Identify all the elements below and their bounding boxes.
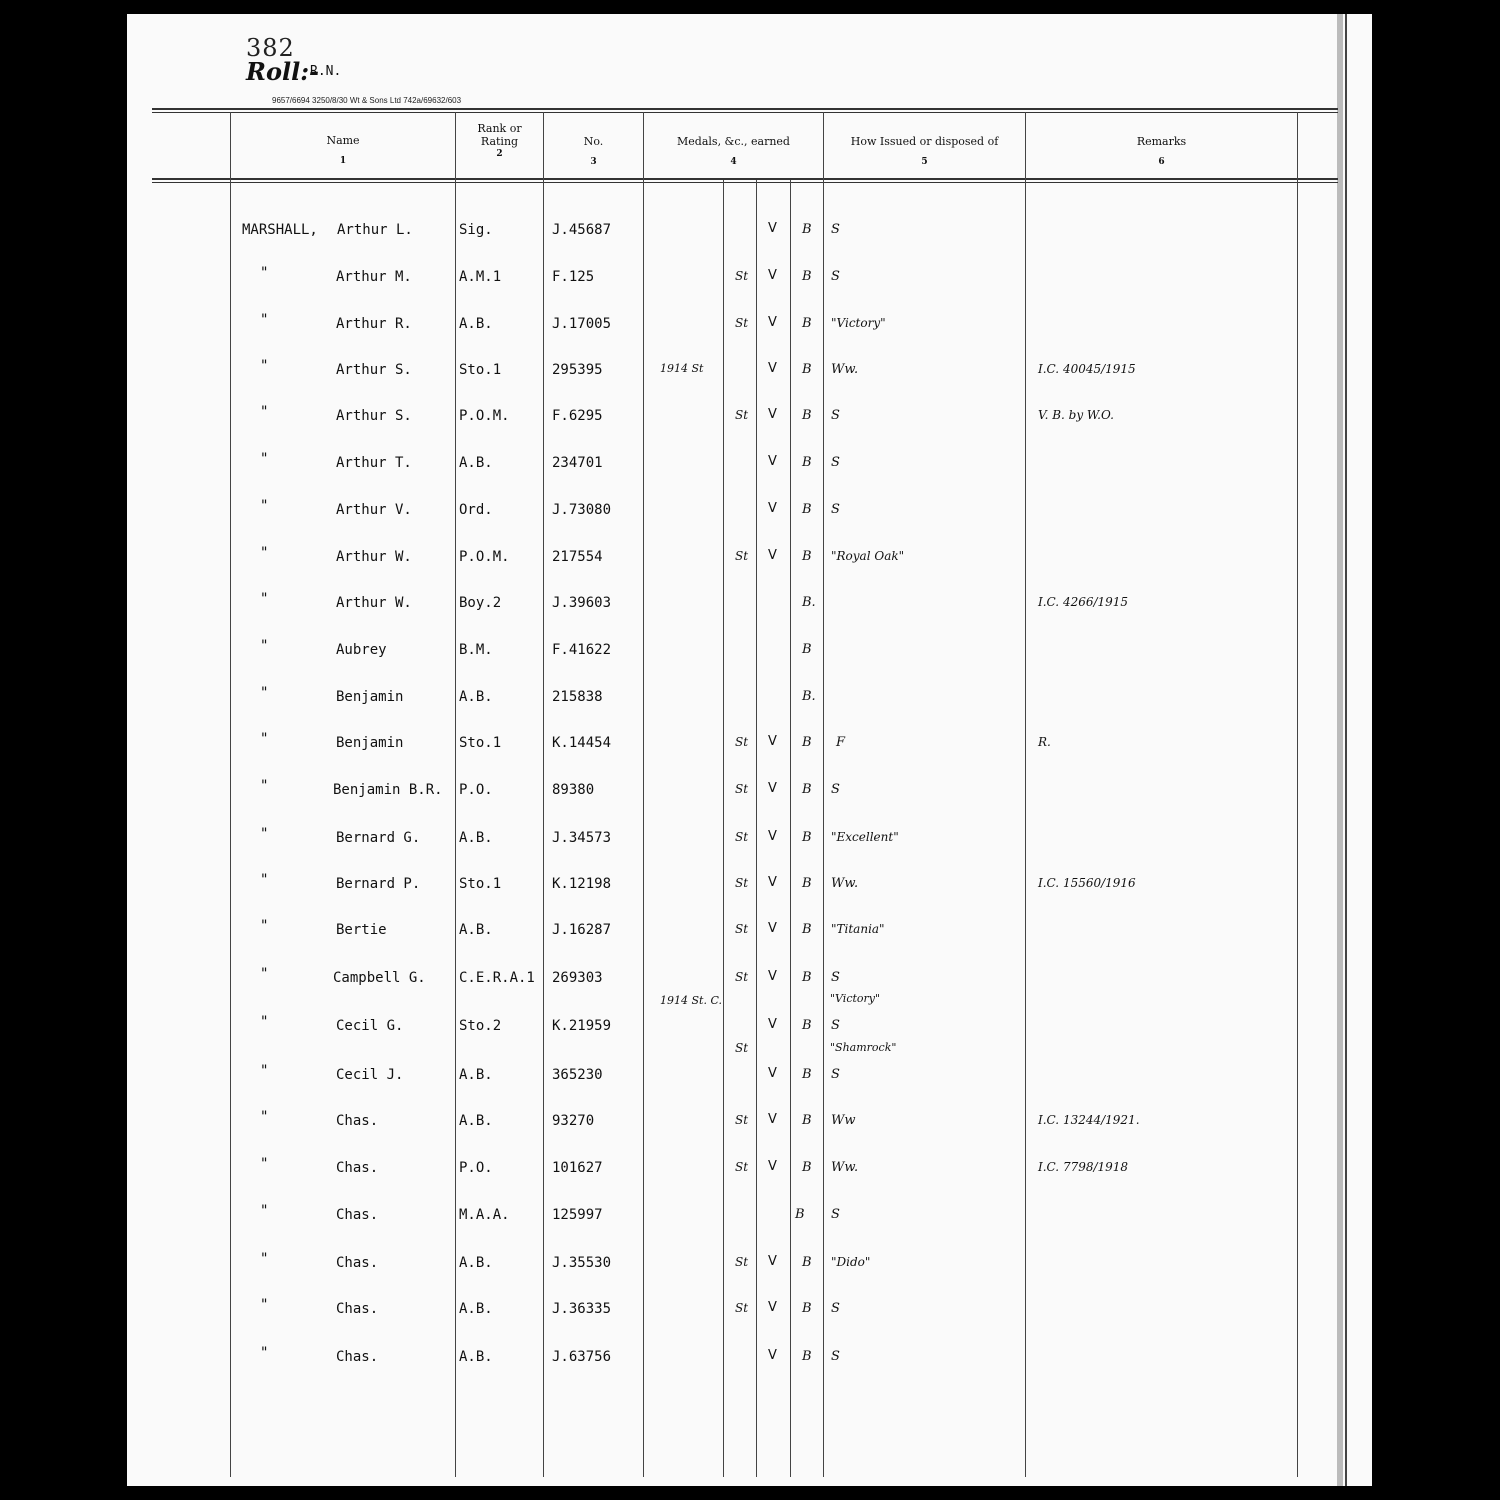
issued: S [831,1018,840,1033]
issued: S [831,222,840,237]
victory-tick: V [768,361,777,376]
header-remarks-title: Remarks [1136,135,1187,148]
bwm-mark: B [802,362,812,377]
forename: Arthur S. [336,408,412,424]
header-name-number: 1 [339,156,347,166]
rank: A.B. [459,922,493,938]
rank: A.B. [459,1113,493,1129]
header-rank [457,122,542,161]
rank: Sto.1 [459,876,502,892]
remark: R. [1038,735,1051,749]
issued: "Royal Oak" [831,549,905,563]
ditto-mark: " [260,778,269,794]
star: St [735,876,749,890]
star: St [735,735,749,749]
issued: "Excellent" [831,830,899,844]
remark: I.C. 40045/1915 [1038,362,1136,376]
service-number: J.63756 [552,1349,612,1365]
star: St [735,830,749,844]
ditto-mark: " [260,685,269,701]
col-rule-1 [455,112,456,1477]
forename: Benjamin [336,689,404,705]
victory-tick: V [768,921,777,936]
bwm-mark: B. [802,689,816,704]
rank: Sto.1 [459,362,502,378]
bwm-mark: B [802,222,812,237]
remark: I.C. 4266/1915 [1038,595,1129,609]
service-number: J.73080 [552,502,612,518]
bwm-mark: B [802,876,812,891]
col-rule-2 [543,112,544,1477]
scan-border-right [1372,0,1500,1500]
bwm-mark: B [802,1067,812,1082]
bwm-mark: B [802,1160,812,1175]
service-number: 269303 [552,970,603,986]
issued-above: "Victory" [830,992,881,1005]
victory-tick: V [768,1112,777,1127]
ditto-mark: " [260,1297,269,1313]
rank: Sto.1 [459,735,502,751]
bwm-mark: B [802,1349,812,1364]
issued: Ww. [831,876,859,891]
victory-tick: V [768,734,777,749]
star: St [735,1113,749,1127]
forename: Arthur R. [336,316,412,332]
ditto-mark: " [260,358,269,374]
service-number: F.125 [552,269,595,285]
forename: Bertie [336,922,387,938]
victory-tick: V [768,1066,777,1081]
bwm-mark: B [802,1255,812,1270]
roll-value: R.N. [310,64,342,79]
victory-tick: V [768,1300,777,1315]
ditto-mark: " [260,638,269,654]
ditto-mark: " [260,731,269,747]
ditto-mark: " [260,265,269,281]
ditto-mark: " [260,1014,269,1030]
col-rule-4b [756,180,757,1477]
victory-tick: V [768,221,777,236]
service-number: J.39603 [552,595,612,611]
header-medals-number: 4 [730,157,737,167]
col-rule-5 [1025,112,1026,1477]
issued: S [831,502,840,517]
forename: Bernard P. [336,876,421,892]
header-name [232,134,454,168]
victory-tick: V [768,875,777,890]
col-rule-4a [723,180,724,1477]
issued: S [831,1301,840,1316]
forename: Cecil G. [336,1018,404,1034]
forename: Arthur T. [336,455,412,471]
remark: I.C. 7798/1918 [1038,1160,1129,1174]
bwm-mark: B. [802,595,816,610]
scan-border-bottom [0,1486,1500,1500]
victory-tick: V [768,407,777,422]
bwm-mark: B [802,549,812,564]
star: St [735,922,749,936]
binding-edge-line [1345,14,1347,1486]
victory-tick: V [768,1254,777,1269]
forename: Arthur W. [336,549,412,565]
header-issued-title: How Issued or disposed of [850,135,999,148]
rank: C.E.R.A.1 [459,970,535,986]
rank: A.B. [459,1301,493,1317]
bwm-mark: B [802,408,812,423]
ditto-mark: " [260,872,269,888]
header-rank-title: Rank or Rating [477,122,522,148]
print-code: 9657/6694 3250/8/30 Wt & Sons Ltd 742a/69632/603 [272,96,462,105]
victory-tick: V [768,1159,777,1174]
service-number: 295395 [552,362,603,378]
page-number: 382 [246,34,295,62]
forename: Arthur W. [336,595,412,611]
header-remarks [1027,135,1296,169]
scan-border-left [0,0,127,1500]
victory-tick: V [768,454,777,469]
service-number: K.21959 [552,1018,612,1034]
forename: Arthur M. [336,269,412,285]
ditto-mark: " [260,1251,269,1267]
col-rule-3 [643,112,644,1477]
bwm-mark: B [802,1113,812,1128]
ditto-mark: " [260,404,269,420]
ditto-mark: " [260,312,269,328]
forename: Arthur L. [337,222,413,238]
forename: Chas. [336,1113,379,1129]
col-rule-6 [1297,112,1298,1477]
rank: Ord. [459,502,493,518]
issued: S [831,269,840,284]
header-medals [645,135,822,169]
forename: Chas. [336,1301,379,1317]
service-number: J.16287 [552,922,612,938]
col-rule-0 [230,112,231,1477]
bwm-mark: B [802,970,812,985]
bwm-mark: B [802,1018,812,1033]
ditto-mark: " [260,591,269,607]
forename: Arthur V. [336,502,412,518]
star-1914: 1914 St. C. [660,994,722,1007]
header-rank-number: 2 [496,149,503,159]
star: St [735,316,749,330]
header-no-title: No. [583,135,604,148]
forename: Cecil J. [336,1067,404,1083]
star: St [735,970,749,984]
service-number: 125997 [552,1207,603,1223]
issued: S [831,1349,840,1364]
issued: S [831,1067,840,1082]
star: St [735,549,749,563]
rank: A.B. [459,316,493,332]
forename: Benjamin B.R. [333,782,443,798]
rank: A.B. [459,1349,493,1365]
col-rule-4 [823,112,824,1477]
bwm-mark: B [802,269,812,284]
service-number: 89380 [552,782,595,798]
star: St [735,408,749,422]
issued: Ww. [831,362,859,377]
bwm-mark: B [802,782,812,797]
service-number: 217554 [552,549,603,565]
star: St [735,1160,749,1174]
issued: "Titania" [831,922,885,936]
issued: F [836,735,846,750]
rank: P.O. [459,1160,493,1176]
service-number: F.41622 [552,642,612,658]
roll-label: Roll:- [246,57,320,86]
bwm-mark: B [802,642,812,657]
star: St [735,782,749,796]
col-rule-4c [790,180,791,1477]
ditto-mark: " [260,1345,269,1361]
victory-tick: V [768,969,777,984]
issued: "Victory" [831,316,886,330]
ditto-mark: " [260,1063,269,1079]
rank: A.B. [459,689,493,705]
header-bottom-rule-2 [152,182,1338,183]
scan-border-top [0,0,1500,14]
table-top-rule-2 [152,112,1338,113]
header-medals-title: Medals, &c., earned [677,135,790,148]
ditto-mark: " [260,1109,269,1125]
rank: B.M. [459,642,493,658]
service-number: J.17005 [552,316,612,332]
issued: S [831,455,840,470]
header-bottom-rule [152,178,1338,180]
service-number: J.45687 [552,222,612,238]
ditto-mark: " [260,1156,269,1172]
ditto-mark: " [260,498,269,514]
ditto-mark: " [260,451,269,467]
bwm-mark: B [802,1301,812,1316]
rank: A.B. [459,1067,493,1083]
rank: A.B. [459,455,493,471]
victory-tick: V [768,1348,777,1363]
star-1914: 1914 St [660,362,704,375]
ditto-mark: " [260,966,269,982]
star: St [735,1255,749,1269]
service-number: 365230 [552,1067,603,1083]
rank: A.B. [459,830,493,846]
issued: S [831,1207,840,1222]
issued: S [831,782,840,797]
bwm-mark: B [802,830,812,845]
binding-edge [1337,14,1343,1486]
rank: P.O.M. [459,408,510,424]
service-number: J.34573 [552,830,612,846]
ditto-mark: " [260,918,269,934]
star: St [735,269,749,283]
header-remarks-number: 6 [1158,157,1165,167]
ditto-mark: " [260,826,269,842]
victory-tick: V [768,268,777,283]
rank: P.O.M. [459,549,510,565]
victory-tick: V [768,548,777,563]
table-top-rule [152,108,1338,110]
issued: Ww. [831,1160,859,1175]
service-number: 215838 [552,689,603,705]
surname: MARSHALL, [242,222,318,238]
victory-tick: V [768,315,777,330]
star: St [735,1301,749,1315]
victory-tick: V [768,829,777,844]
forename: Arthur S. [336,362,412,378]
ditto-mark: " [260,1203,269,1219]
issued: "Dido" [831,1255,871,1269]
bwm-mark: B [802,502,812,517]
issued: S [831,408,840,423]
bwm-mark: B [802,316,812,331]
service-number: K.12198 [552,876,612,892]
victory-tick: V [768,501,777,516]
forename: Aubrey [336,642,387,658]
service-number: 93270 [552,1113,595,1129]
service-number: 234701 [552,455,603,471]
rank: Sto.2 [459,1018,502,1034]
header-issued-number: 5 [921,157,928,167]
remark: I.C. 15560/1916 [1038,876,1136,890]
remark: V. B. by W.O. [1038,408,1114,422]
header-issued [825,135,1024,169]
service-number: J.35530 [552,1255,612,1271]
forename: Campbell G. [333,970,426,986]
victory-tick: V [768,1017,777,1032]
rank: M.A.A. [459,1207,510,1223]
issued-above: "Shamrock" [830,1041,897,1054]
forename: Bernard G. [336,830,421,846]
service-number: K.14454 [552,735,612,751]
header-no [545,135,642,169]
bwm-mark: B [795,1207,805,1222]
bwm-mark: B [802,455,812,470]
rank: Sig. [459,222,493,238]
bwm-mark: B [802,922,812,937]
rank: A.B. [459,1255,493,1271]
forename: Chas. [336,1207,379,1223]
forename: Chas. [336,1160,379,1176]
header-no-number: 3 [590,157,597,167]
forename: Chas. [336,1255,379,1271]
service-number: J.36335 [552,1301,612,1317]
rank: Boy.2 [459,595,502,611]
issued: Ww [831,1113,856,1128]
service-number: 101627 [552,1160,603,1176]
service-number: F.6295 [552,408,603,424]
forename: Benjamin [336,735,404,751]
bwm-mark: B [802,735,812,750]
forename: Chas. [336,1349,379,1365]
header-name-title: Name [326,134,360,147]
rank: A.M.1 [459,269,502,285]
issued: S [831,970,840,985]
ditto-mark: " [260,545,269,561]
remark: I.C. 13244/1921. [1038,1113,1140,1127]
star: St [735,1041,749,1055]
rank: P.O. [459,782,493,798]
victory-tick: V [768,781,777,796]
